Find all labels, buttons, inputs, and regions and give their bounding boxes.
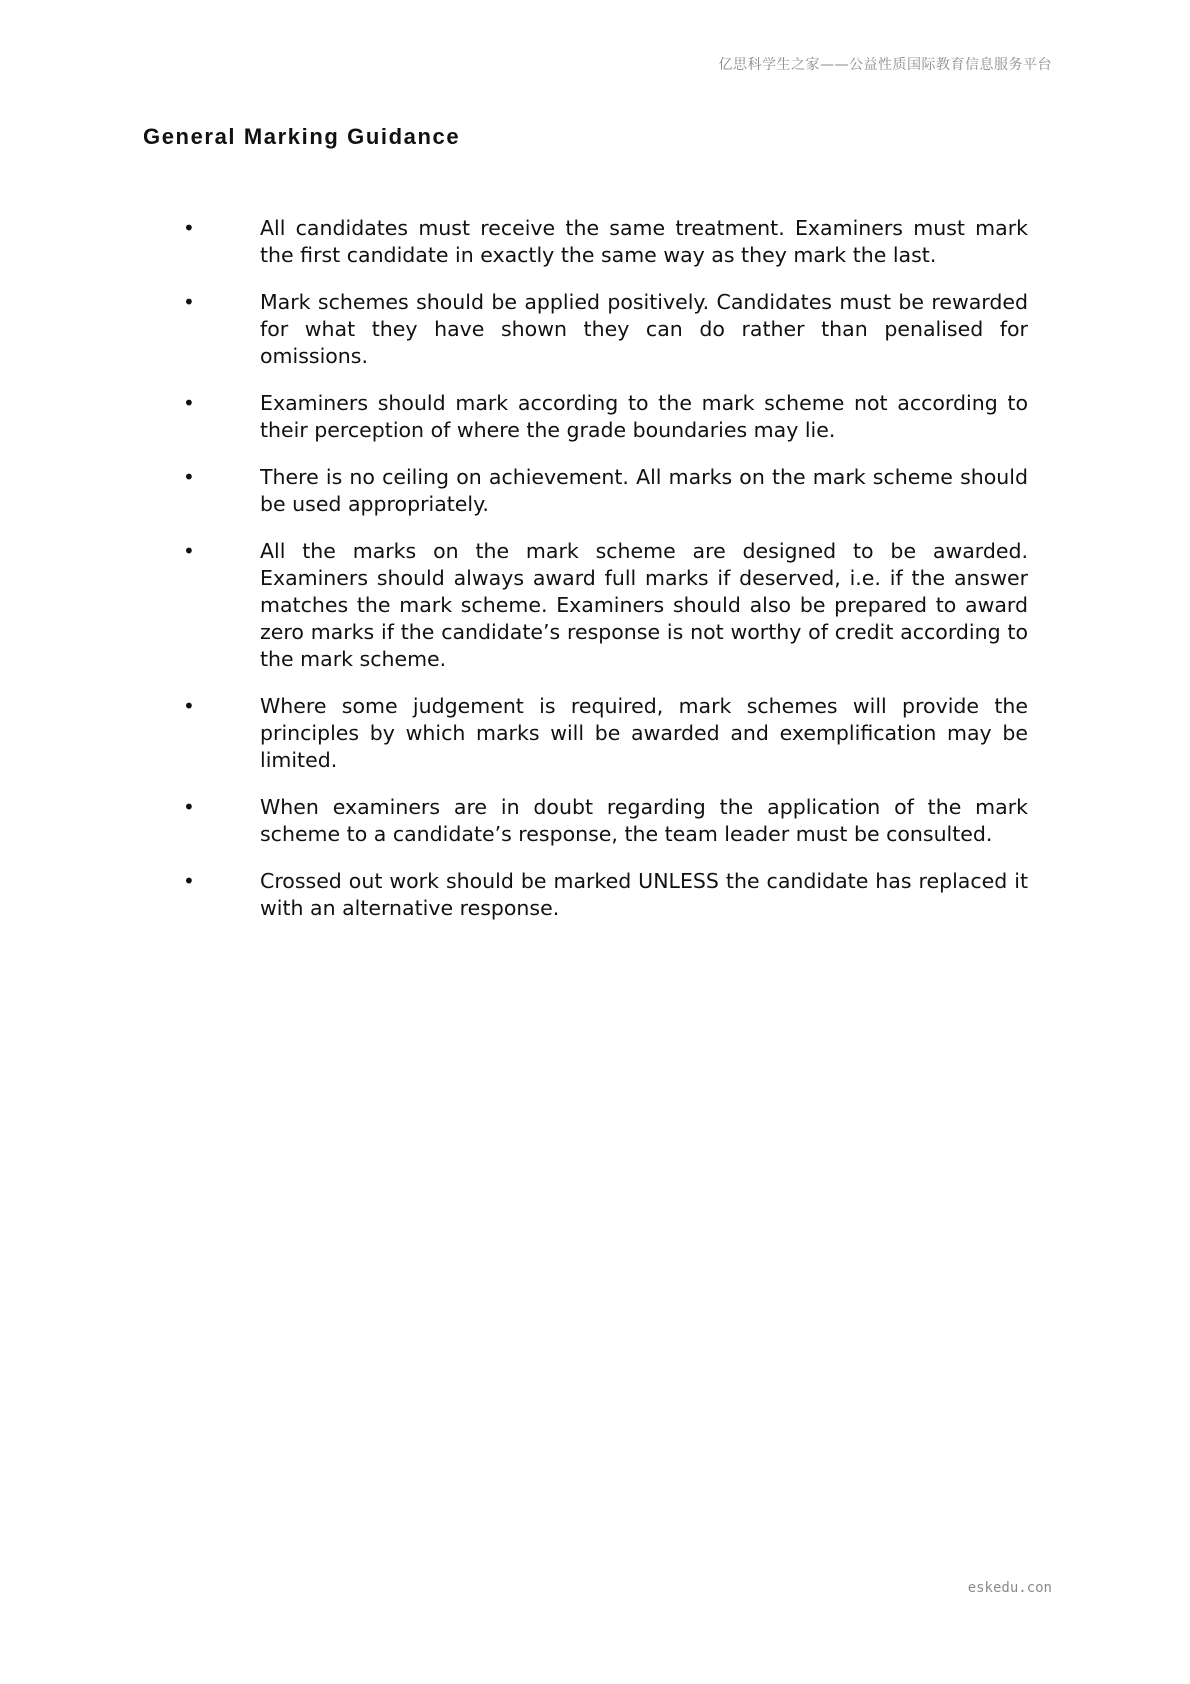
bullet-icon: • — [183, 465, 195, 489]
list-item-text: Examiners should mark according to the mark scheme not according to their perception of where the grade boundaries may lie. — [260, 391, 1028, 442]
list-item-text: Where some judgement is required, mark schemes will provide the principles by which marks will be awarded and exemplification may be limited. — [260, 694, 1028, 772]
list-item — [180, 289, 1028, 370]
bullet-icon: • — [183, 391, 195, 415]
list-item-text: All candidates must receive the same treatment. Examiners must mark the first candidate in exactly the same way as they mark the last. — [260, 216, 1028, 267]
list-item — [180, 794, 1028, 848]
bullet-icon: • — [183, 539, 195, 563]
list-item — [180, 390, 1028, 444]
page-title: General Marking Guidance — [143, 124, 461, 149]
bullet-icon: • — [183, 795, 195, 819]
list-item-text: Crossed out work should be marked UNLESS the candidate has replaced it with an alternative response. — [260, 869, 1028, 920]
list-item — [180, 215, 1028, 269]
list-item-text: All the marks on the mark scheme are designed to be awarded. Examiners should always award full marks if deserved, i.e. if the answer matches the mark scheme. Examiners should also be prepared to award zero marks if the candidate’s response is not worthy of credit according to the mark scheme. — [260, 539, 1028, 671]
list-item — [180, 538, 1028, 673]
bullet-icon: • — [183, 694, 195, 718]
list-item — [180, 868, 1028, 922]
bullet-icon: • — [183, 216, 195, 240]
list-item — [180, 693, 1028, 774]
list-item-text: There is no ceiling on achievement. All marks on the mark scheme should be used appropriately. — [260, 465, 1028, 516]
list-item — [180, 464, 1028, 518]
header-watermark-text: 亿思科学生之家——公益性质国际教育信息服务平台 — [718, 57, 1052, 73]
bullet-icon: • — [183, 869, 195, 893]
list-item-text: Mark schemes should be applied positively. Candidates must be rewarded for what they have shown they can do rather than penalised for omissions. — [260, 290, 1028, 368]
guidance-list — [180, 215, 1028, 942]
bullet-icon: • — [183, 290, 195, 314]
footer-watermark-text: eskedu.con — [967, 1580, 1052, 1596]
list-item-text: When examiners are in doubt regarding the application of the mark scheme to a candidate’s response, the team leader must be consulted. — [260, 795, 1028, 846]
